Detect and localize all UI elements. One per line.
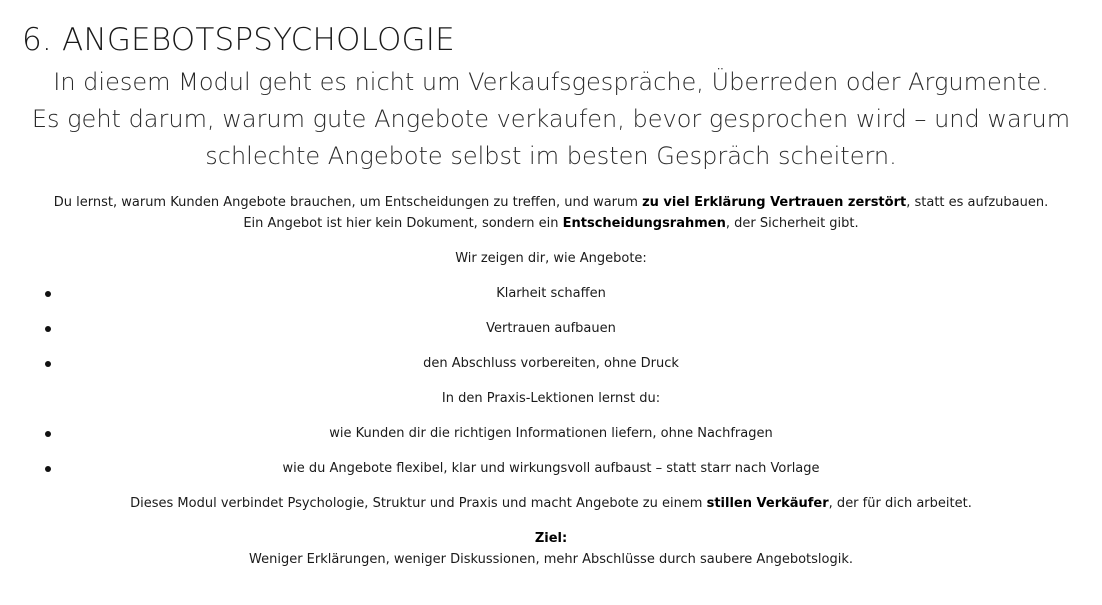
- list-item-text: Vertrauen aufbauen: [486, 321, 616, 336]
- intro-emphasis-1: zu viel Erklärung Vertrauen zerstört: [642, 195, 907, 210]
- list-item: [0, 276, 1102, 311]
- intro-paragraph: [0, 192, 1102, 234]
- section-2-list: [0, 416, 1102, 486]
- list-item-text: Klarheit schaffen: [496, 286, 606, 301]
- summary-text-b: , der für dich arbeitet.: [828, 496, 972, 511]
- list-item-text: den Abschluss vorbereiten, ohne Druck: [423, 356, 679, 371]
- intro-text-2a: Ein Angebot ist hier kein Dokument, sondern ein: [243, 216, 563, 231]
- summary-paragraph: [0, 493, 1102, 514]
- section-1-list: [0, 276, 1102, 381]
- section-1-heading: Wir zeigen dir, wie Angebote:: [455, 251, 647, 266]
- list-item: [0, 416, 1102, 451]
- list-item: [0, 311, 1102, 346]
- intro-line-2: [0, 213, 1102, 234]
- intro-emphasis-2: Entscheidungsrahmen: [562, 216, 726, 231]
- list-item-text: wie Kunden dir die richtigen Informationen liefern, ohne Nachfragen: [329, 426, 773, 441]
- bullet-icon: [45, 361, 51, 367]
- section-2-heading: In den Praxis-Lektionen lernst du:: [441, 391, 661, 406]
- summary-text-a: Dieses Modul verbindet Psychologie, Struktur und Praxis und macht Angebote zu einem: [130, 496, 707, 511]
- goal-text: Weniger Erklärungen, weniger Diskussionen, mehr Abschlüsse durch saubere Angebotslogik.: [249, 552, 853, 567]
- intro-text-1a: Du lernst, warum Kunden Angebote brauchen, um Entscheidungen zu treffen, und warum: [53, 195, 643, 210]
- bullet-icon: [45, 326, 51, 332]
- bullet-icon: [45, 431, 51, 437]
- intro-text-1b: , statt es aufzubauen.: [906, 195, 1049, 210]
- list-item: [0, 346, 1102, 381]
- bullet-icon: [45, 291, 51, 297]
- lead-line-2: Es geht darum, warum gute Angebote verkaufen, bevor gesprochen wird – und warum: [31, 105, 1071, 133]
- summary-emphasis: stillen Verkäufer: [706, 496, 829, 511]
- bullet-icon: [45, 466, 51, 472]
- lead-line-1: In diesem Modul geht es nicht um Verkaufsgespräche, Überreden oder Argumente.: [53, 68, 1049, 96]
- goal-label: [0, 528, 1102, 549]
- lead-paragraph: [20, 64, 1082, 175]
- list-item-text: wie du Angebote flexibel, klar und wirkungsvoll aufbaust – statt starr nach Vorlage: [282, 461, 820, 476]
- intro-line-1: [0, 192, 1102, 213]
- intro-text-2b: , der Sicherheit gibt.: [725, 216, 859, 231]
- goal-label-text: Ziel:: [534, 531, 568, 546]
- list-item: [0, 451, 1102, 486]
- module-title: 6. ANGEBOTSPSYCHOLOGIE: [22, 22, 455, 58]
- lead-line-3: schlechte Angebote selbst im besten Gespräch scheitern.: [205, 142, 897, 170]
- goal-block: [0, 528, 1102, 570]
